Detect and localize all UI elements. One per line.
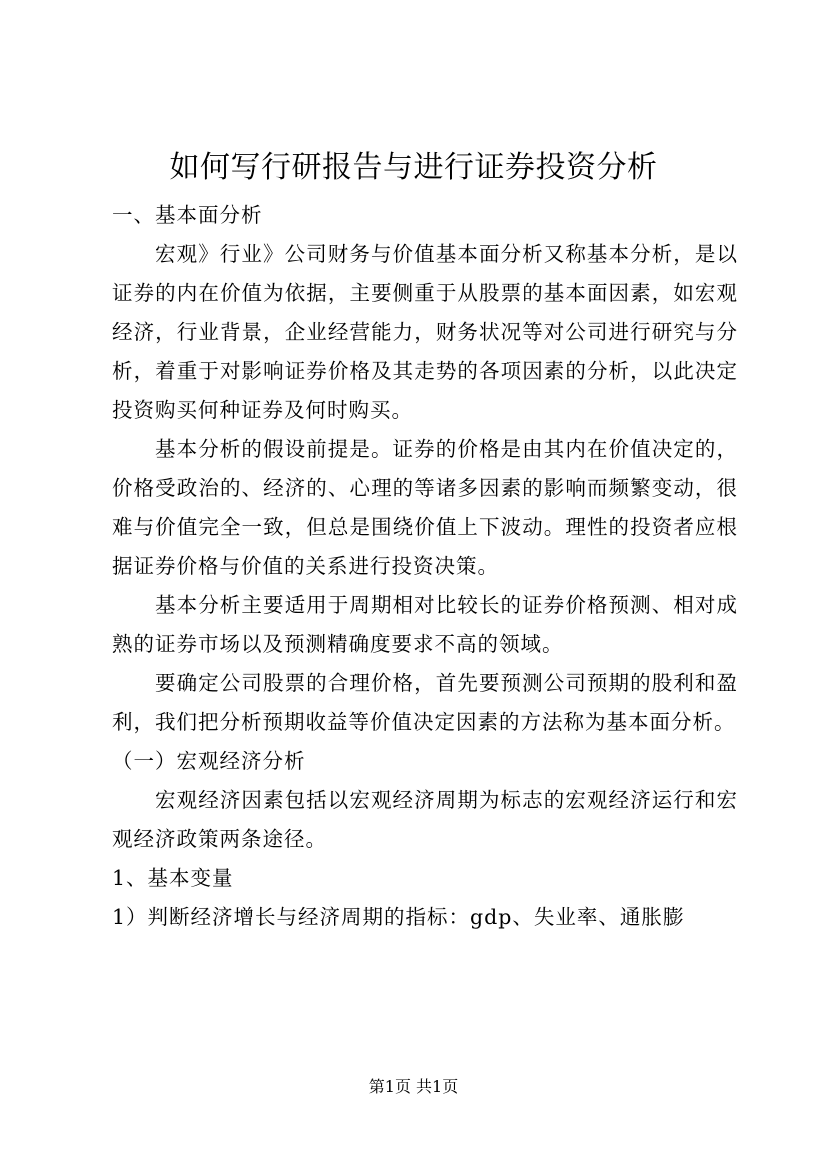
paragraph-3: 基本分析主要适用于周期相对比较长的证券价格预测、相对成熟的证券市场以及预测精确度要求不高的领域。 xyxy=(112,593,738,656)
document-title: 如何写行研报告与进行证券投资分析 xyxy=(169,150,658,185)
subsection-paragraph: 宏观经济因素包括以宏观经济周期为标志的宏观经济运行和宏观经济政策两条途径。 xyxy=(112,788,738,851)
document-body xyxy=(112,196,738,937)
section-heading: 一、基本面分析 xyxy=(112,203,263,227)
paragraph-4: 要确定公司股票的合理价格，首先要预测公司预期的股利和盈利，我们把分析预期收益等价值决定因素的方法称为基本面分析。 xyxy=(112,671,738,734)
paragraph-1: 宏观》行业》公司财务与价值基本面分析又称基本分析，是以证券的内在价值为依据，主要侧重于从股票的基本面因素，如宏观经济，行业背景，企业经营能力，财务状况等对公司进行研究与分析，着重于对影响证券价格及其走势的各项因素的分析，以此决定投资购买何种证券及何时购买。 xyxy=(112,242,738,422)
subsection-heading: （一）宏观经济分析 xyxy=(112,749,306,773)
item-heading: 1、基本变量 xyxy=(112,866,234,890)
item-line: 1）判断经济增长与经济周期的指标：gdp、失业率、通胀膨 xyxy=(112,905,685,929)
page-footer: 第1页 共1页 xyxy=(368,1077,459,1096)
paragraph-2: 基本分析的假设前提是。证券的价格是由其内在价值决定的，价格受政治的、经济的、心理的等诸多因素的影响而频繁变动，很难与价值完全一致，但总是围绕价值上下波动。理性的投资者应根据证券价格与价值的关系进行投资决策。 xyxy=(112,437,738,578)
